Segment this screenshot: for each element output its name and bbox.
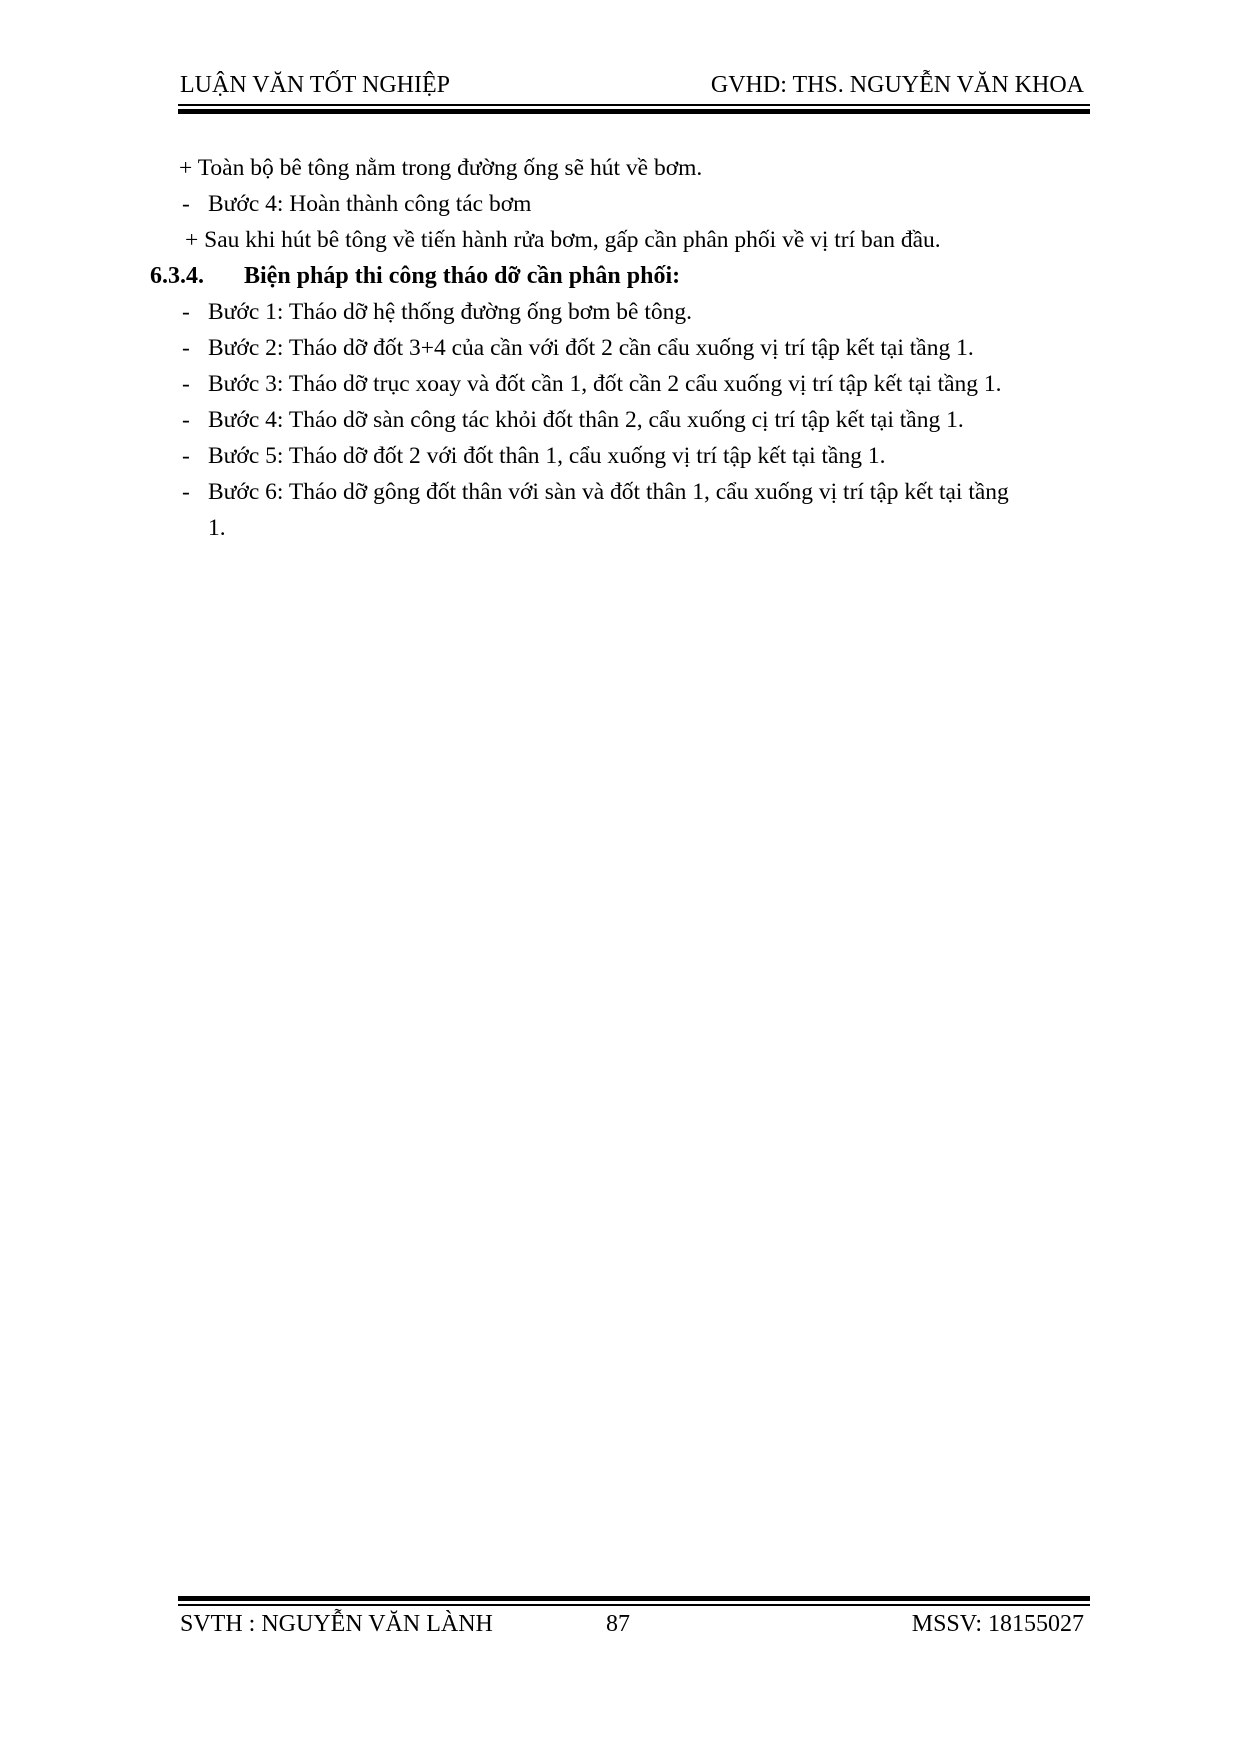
paragraph-step-4: Bước 4: Hoàn thành công tác bơm [208,191,532,217]
footer-rule-thin [178,1604,1090,1606]
header-thesis-title: LUẬN VĂN TỐT NGHIỆP [180,72,450,98]
paragraph-bullet-plus: + Toàn bộ bê tông nằm trong đường ống sẽ hút về bơm. [179,155,703,181]
footer-rule-thick [178,1596,1090,1601]
header-supervisor: GVHD: THS. NGUYỄN VĂN KHOA [710,72,1084,98]
list-item-step-6: Bước 6: Tháo dỡ gông đốt thân với sàn và đốt thân 1, cẩu xuống vị trí tập kết tại tầng [208,479,1009,505]
list-dash: - [182,407,190,433]
paragraph-bullet-plus: + Sau khi hút bê tông về tiến hành rửa bơm, gấp cần phân phối về vị trí ban đầu. [185,227,941,253]
list-item-step-4: Bước 4: Tháo dỡ sàn công tác khỏi đốt thân 2, cẩu xuống cị trí tập kết tại tầng 1. [208,407,964,433]
footer-page-number: 87 [606,1611,630,1637]
list-dash: - [182,443,190,469]
list-item-step-2: Bước 2: Tháo dỡ đốt 3+4 của cần với đốt 2 cần cẩu xuống vị trí tập kết tại tầng 1. [208,335,974,361]
section-number: 6.3.4. [150,263,204,289]
header-rule-thin [178,104,1090,106]
footer-student-id: MSSV: 18155027 [911,1611,1084,1637]
list-item-step-5: Bước 5: Tháo dỡ đốt 2 với đốt thân 1, cẩu xuống vị trí tập kết tại tầng 1. [208,443,886,469]
list-dash: - [182,335,190,361]
list-dash: - [182,299,190,325]
footer-student-name: SVTH : NGUYỄN VĂN LÀNH [180,1611,493,1637]
list-dash: - [182,479,190,505]
list-dash: - [182,191,190,217]
list-dash: - [182,371,190,397]
list-item-step-3: Bước 3: Tháo dỡ trục xoay và đốt cần 1, đốt cần 2 cẩu xuống vị trí tập kết tại tầng 1. [208,371,1002,397]
list-item-step-1: Bước 1: Tháo dỡ hệ thống đường ống bơm bê tông. [208,299,692,325]
section-title: Biện pháp thi công tháo dỡ cần phân phối: [244,263,681,289]
page-footer [178,1611,1090,1637]
section-heading [150,262,680,290]
page-header [178,72,1090,98]
header-rule-thick [178,109,1090,114]
list-item-step-6-continuation: 1. [208,515,226,541]
